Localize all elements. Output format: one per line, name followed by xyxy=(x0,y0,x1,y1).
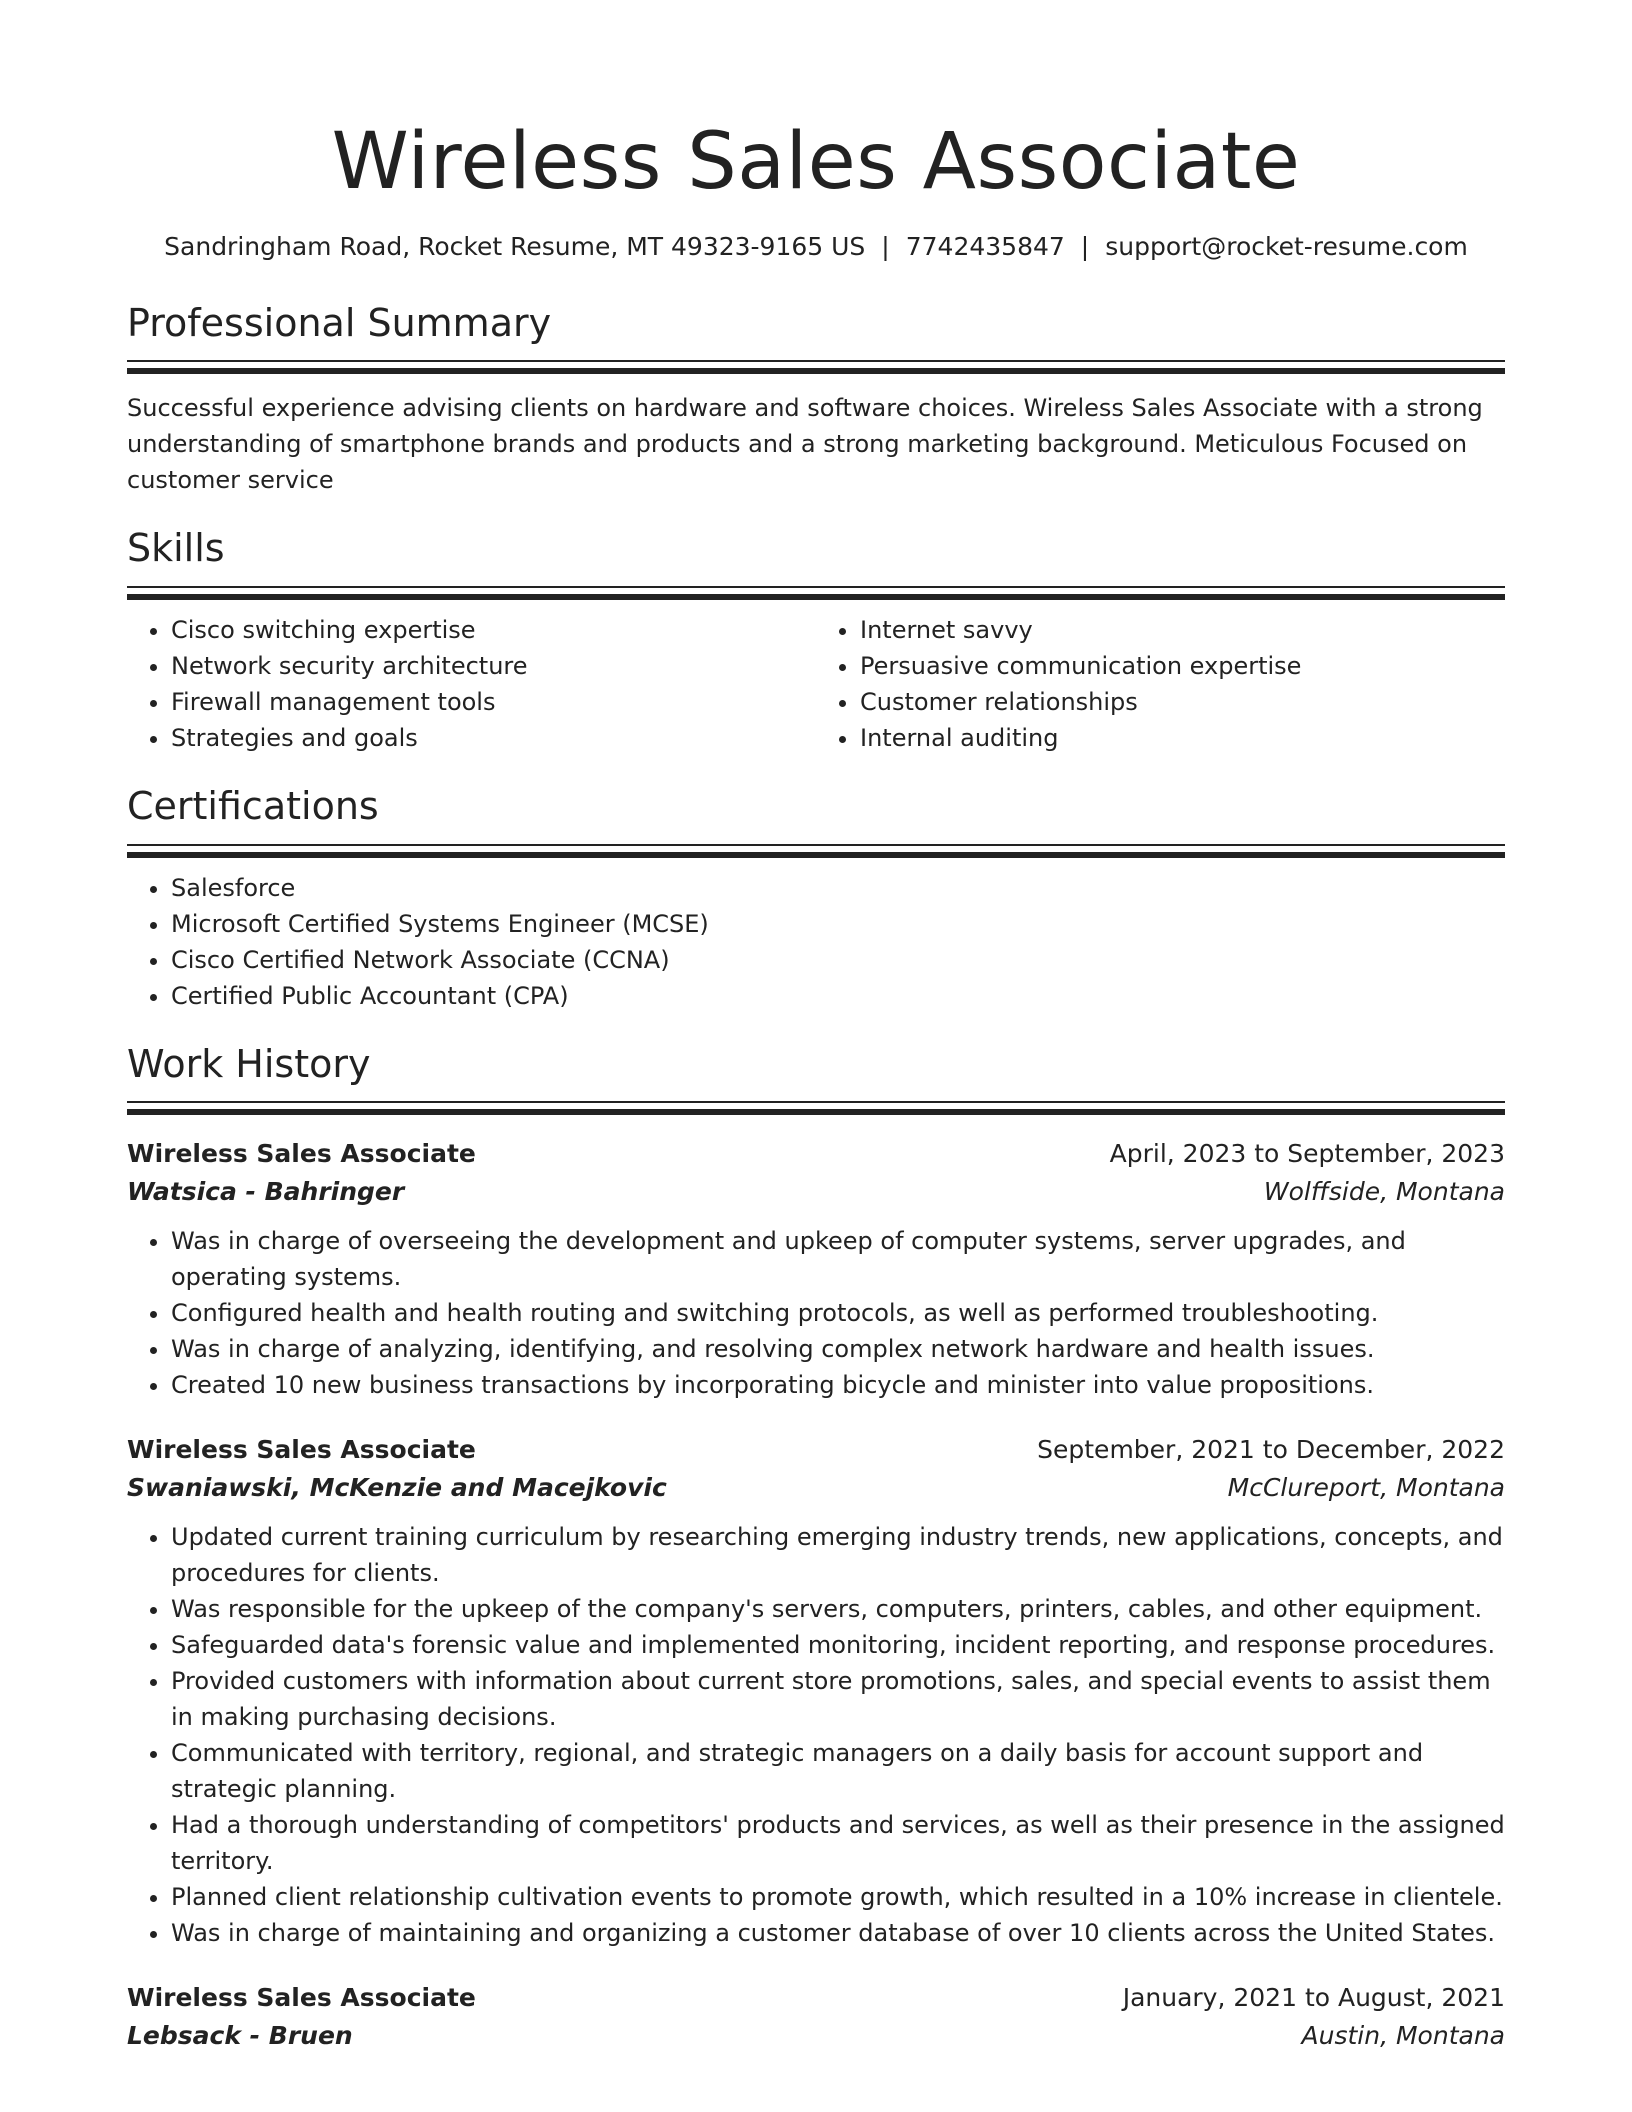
skills-columns xyxy=(127,612,1505,756)
certification-item: • Cisco Certified Network Associate (CCNA) xyxy=(171,942,1505,978)
job-entry xyxy=(127,1431,1505,1951)
job-bullet: • Planned client relationship cultivation events to promote growth, which resulted in a 10% increase in clientele. xyxy=(171,1879,1505,1915)
job-dates: January, 2021 to August, 2021 xyxy=(1122,1983,1505,2013)
summary-section xyxy=(127,301,1505,499)
skills-heading: Skills xyxy=(127,526,225,571)
resume-title: Wireless Sales Associate xyxy=(331,117,1301,207)
job-bullet: • Created 10 new business transactions by incorporating bicycle and minister into value propositions. xyxy=(171,1367,1505,1403)
job-entry xyxy=(127,1979,1505,2055)
work-history-section xyxy=(127,1042,1505,2056)
section-divider xyxy=(127,1101,1505,1115)
contact-phone: 7742435847 xyxy=(905,231,1065,261)
section-divider xyxy=(127,360,1505,374)
skill-item: • Firewall management tools xyxy=(171,684,816,720)
job-bullet: • Was responsible for the upkeep of the company's servers, computers, printers, cables, and other equipment. xyxy=(171,1591,1505,1627)
job-title: Wireless Sales Associate xyxy=(127,1435,476,1465)
skills-list-right xyxy=(816,612,1505,756)
job-location: Wolffside, Montana xyxy=(1263,1177,1505,1207)
certification-item: • Microsoft Certified Systems Engineer (MCSE) xyxy=(171,906,1505,942)
job-bullet: • Safeguarded data's forensic value and implemented monitoring, incident reporting, and response procedures. xyxy=(171,1627,1505,1663)
job-bullet: • Communicated with territory, regional, and strategic managers on a daily basis for account support and strategic planning. xyxy=(171,1735,1505,1807)
summary-text: Successful experience advising clients on hardware and software choices. Wireless Sales Associate with a strong understanding of smartphone brands and products and a strong marketing background. Meticulous Focused on customer service xyxy=(127,394,1483,495)
contact-line xyxy=(127,232,1505,261)
skill-item: • Internal auditing xyxy=(860,720,1505,756)
job-bullet: • Was in charge of maintaining and organizing a customer database of over 10 clients across the United States. xyxy=(171,1915,1505,1951)
job-bullet: • Provided customers with information about current store promotions, sales, and special events to assist them in making purchasing decisions. xyxy=(171,1663,1505,1735)
job-dates: April, 2023 to September, 2023 xyxy=(1109,1139,1505,1169)
skill-item: • Network security architecture xyxy=(171,648,816,684)
section-divider xyxy=(127,586,1505,600)
job-bullets xyxy=(127,1519,1505,1951)
work-history-heading: Work History xyxy=(127,1041,371,1086)
certification-item: • Salesforce xyxy=(171,870,1505,906)
job-dates: September, 2021 to December, 2022 xyxy=(1037,1435,1505,1465)
certification-item: • Certified Public Accountant (CPA) xyxy=(171,978,1505,1014)
certifications-heading: Certifications xyxy=(127,783,379,828)
job-location: Austin, Montana xyxy=(1301,2021,1505,2051)
job-company: Swaniawski, McKenzie and Macejkovic xyxy=(127,1473,667,1503)
skill-item: • Customer relationships xyxy=(860,684,1505,720)
job-bullet: • Configured health and health routing and switching protocols, as well as performed troubleshooting. xyxy=(171,1295,1505,1331)
certifications-list xyxy=(127,870,1505,1014)
job-entry xyxy=(127,1135,1505,1403)
certifications-section xyxy=(127,784,1505,1014)
contact-address: Sandringham Road, Rocket Resume, MT 49323-9165 US xyxy=(164,231,866,261)
skill-item: • Cisco switching expertise xyxy=(171,612,816,648)
job-company: Watsica - Bahringer xyxy=(127,1177,405,1207)
job-bullet: • Was in charge of overseeing the development and upkeep of computer systems, server upgrades, and operating systems. xyxy=(171,1223,1505,1295)
job-location: McClureport, Montana xyxy=(1227,1473,1505,1503)
job-bullet: • Was in charge of analyzing, identifying, and resolving complex network hardware and health issues. xyxy=(171,1331,1505,1367)
job-bullet: • Updated current training curriculum by researching emerging industry trends, new applications, concepts, and procedures for clients. xyxy=(171,1519,1505,1591)
skill-item: • Persuasive communication expertise xyxy=(860,648,1505,684)
job-bullet: • Had a thorough understanding of competitors' products and services, as well as their presence in the assigned territory. xyxy=(171,1807,1505,1879)
skill-item: • Internet savvy xyxy=(860,612,1505,648)
job-company: Lebsack - Bruen xyxy=(127,2021,353,2051)
summary-heading: Professional Summary xyxy=(127,300,552,345)
skills-section xyxy=(127,526,1505,756)
contact-email: support@rocket-resume.com xyxy=(1105,231,1468,261)
contact-separator: | xyxy=(881,231,890,261)
skill-item: • Strategies and goals xyxy=(171,720,816,756)
job-title: Wireless Sales Associate xyxy=(127,1139,476,1169)
skills-list-left xyxy=(127,612,816,756)
job-title: Wireless Sales Associate xyxy=(127,1983,476,2013)
job-bullets xyxy=(127,1223,1505,1403)
section-divider xyxy=(127,844,1505,858)
contact-separator: | xyxy=(1080,231,1090,261)
